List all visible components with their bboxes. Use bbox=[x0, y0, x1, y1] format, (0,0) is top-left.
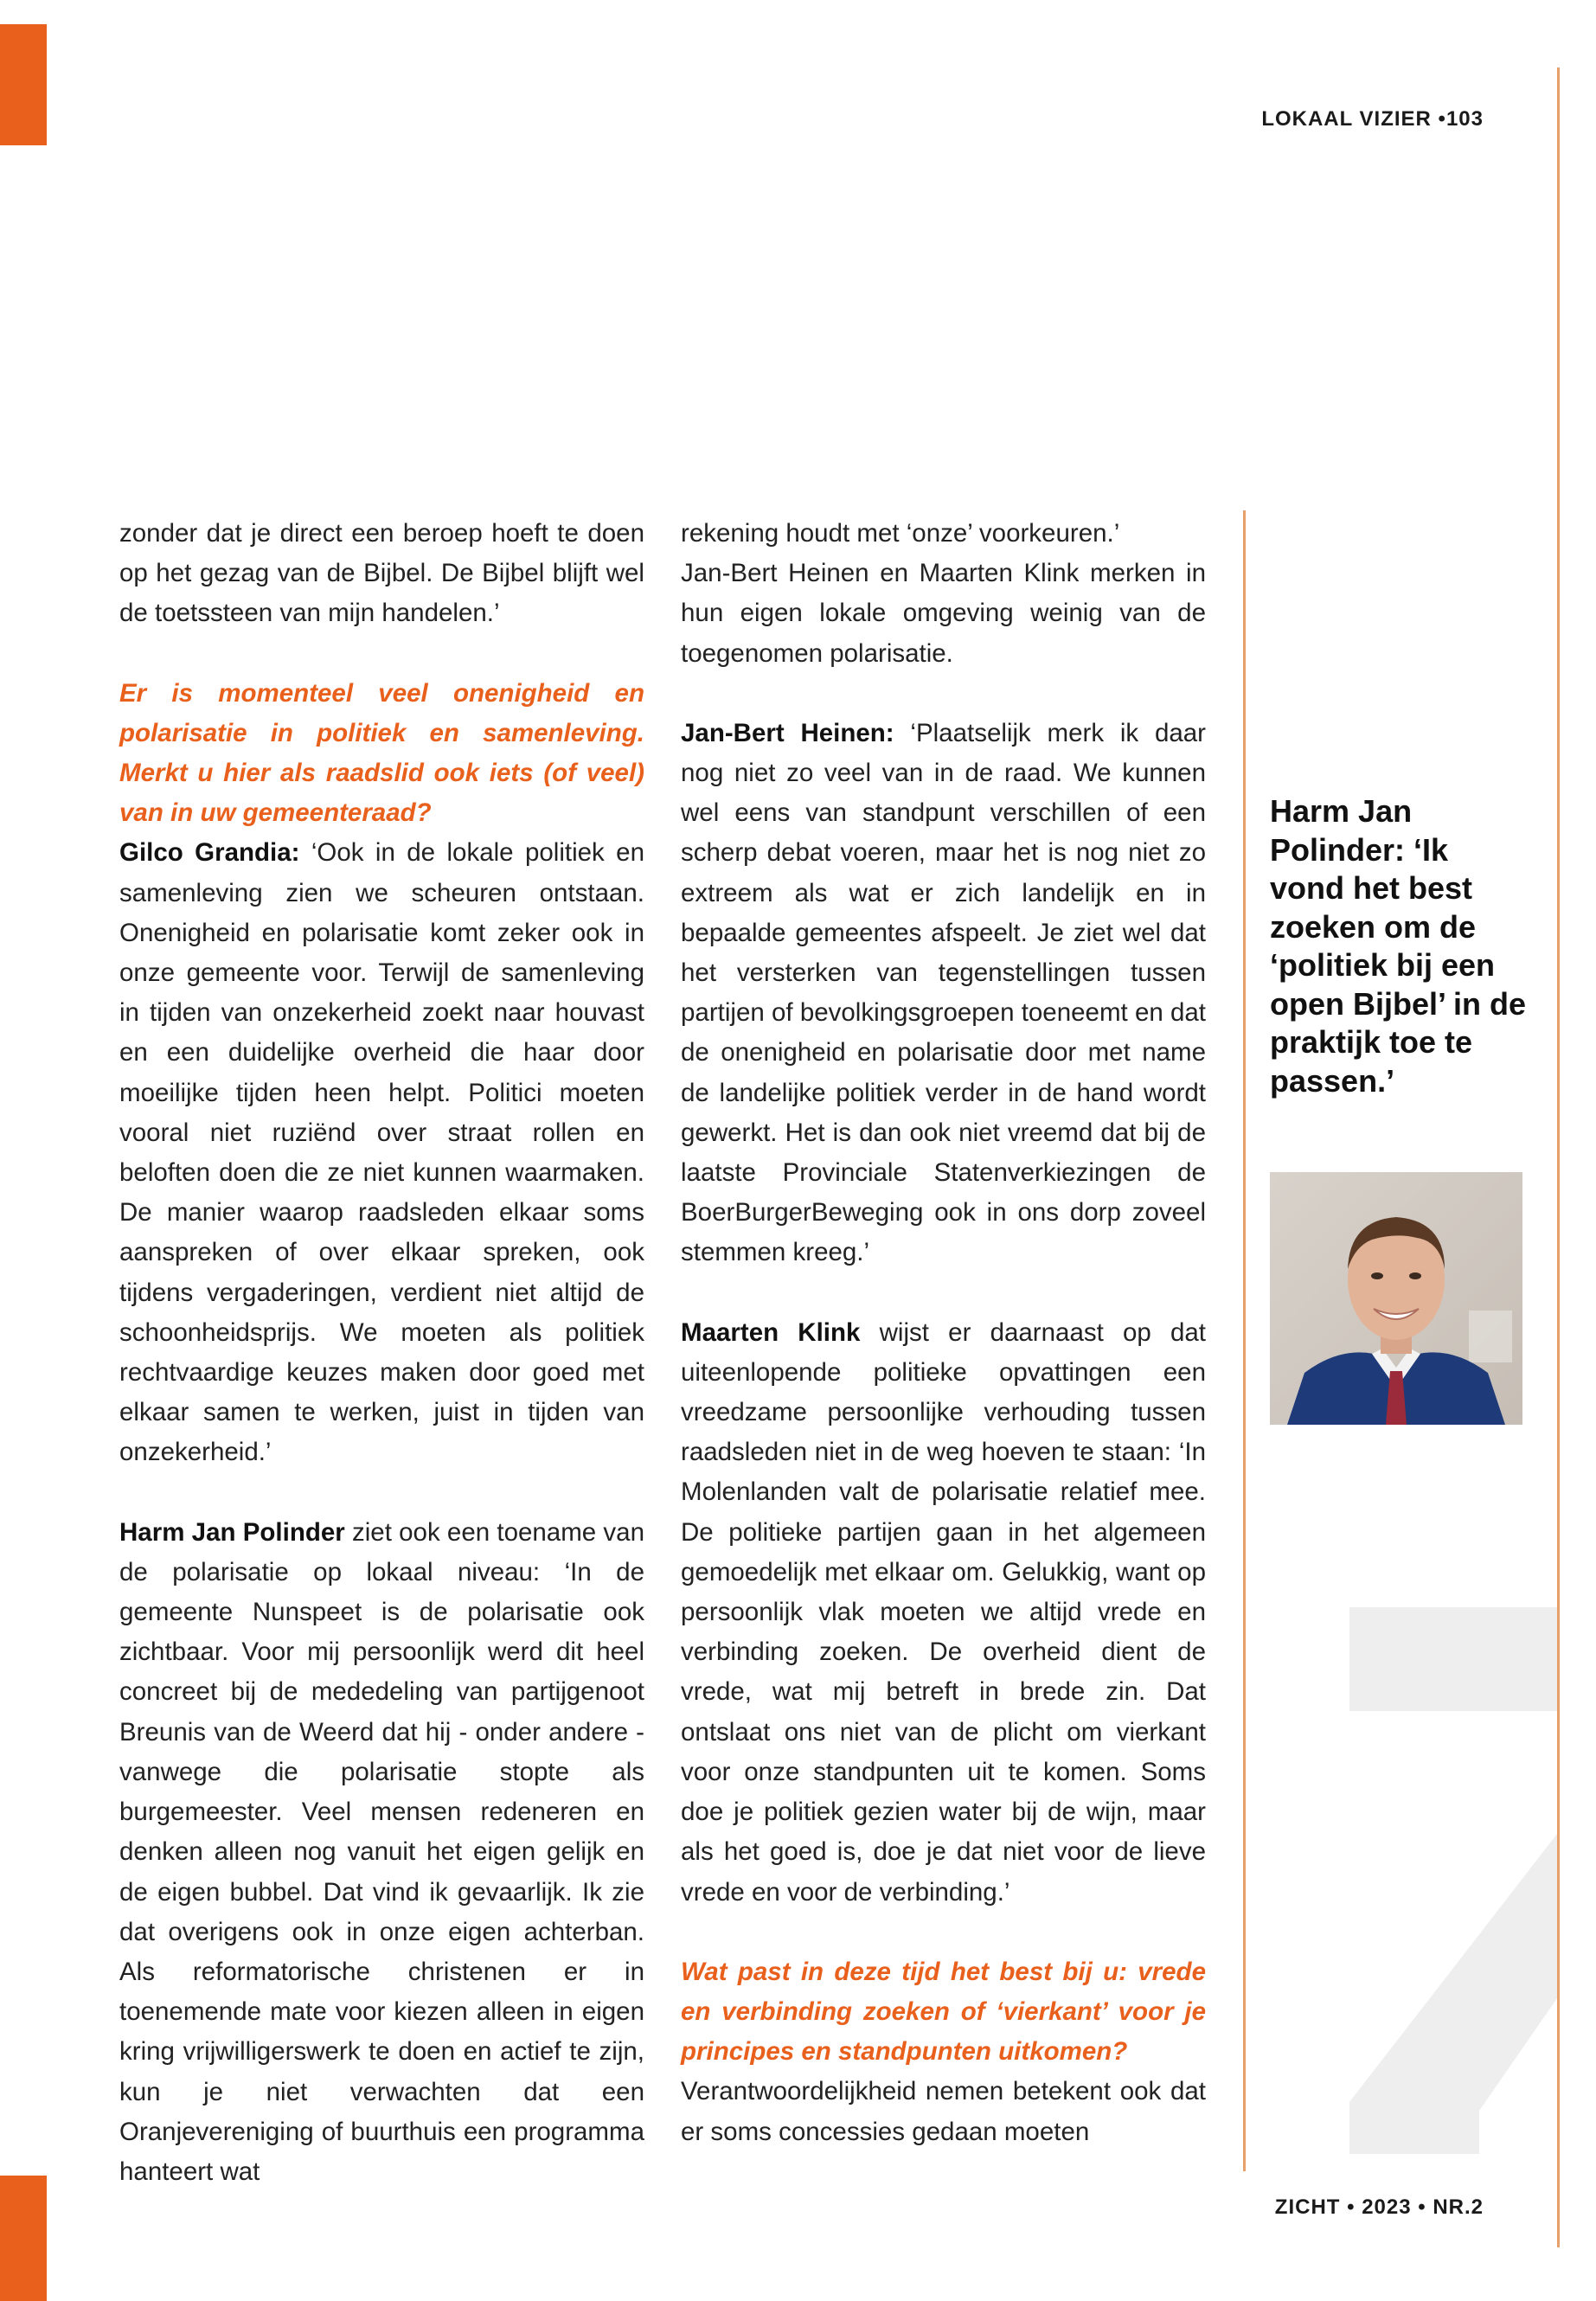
running-header bbox=[1261, 107, 1484, 131]
running-footer: ZICHT • 2023 • NR.2 bbox=[1274, 2195, 1484, 2219]
paragraph: zonder dat je direct een beroep hoeft te doen op het gezag van de Bijbel. De Bijbel blijft wel de toetssteen van mijn handelen.’ bbox=[119, 519, 644, 628]
paragraph bbox=[119, 1513, 644, 2192]
speaker-name: Gilco Grandia: bbox=[119, 838, 300, 868]
paragraph-text: ‘Plaatselijk merk ik daar nog niet zo veel van in de raad. We kunnen wel eens van standpunt verschillen of een scherp debat voeren, maar het is nog niet zo extreem als wat er zich landelijk en in bepaalde gemeentes afspeelt. Je ziet wel dat het versterken van tegenstellingen tussen partijen of bevolkingsgroepen toeneemt en dat de onenigheid en polarisatie door met name de landelijke politiek verder in de hand wordt gewerkt. Het is dan ook niet vreemd dat bij de laatste Provinciale Statenverkiezingen de BoerBurgerBeweging ook in ons dorp zoveel stemmen kreeg.’ bbox=[681, 718, 1206, 1267]
interview-question: Wat past in deze tijd het best bij u: vrede en verbinding zoeken of ‘vierkant’ voor je principes en standpunten uitkomen? bbox=[681, 1957, 1206, 2067]
article-column-2 bbox=[681, 514, 1206, 2152]
orange-edge-tab-bottom bbox=[0, 2176, 47, 2301]
portrait-photo bbox=[1270, 1172, 1522, 1425]
paragraph-text: wijst er daarnaast op dat uiteenlopende politieke opvattingen een vreedzame persoonlijke verhouding tussen raadsleden niet in de weg hoeven te staan: ‘In Molenlanden valt de polarisatie relatief mee. De politieke partijen gaan in het algemeen gemoedelijk met elkaar om. Gelukkig, want op persoonlijk vlak moeten we altijd vrede en verbinding zoeken. De overheid dient de vrede, wat mij betreft in brede zin. Dat ontslaat ons niet van de plicht om vierkant voor onze standpunten uit te komen. Soms doe je politiek gezien water bij de wijn, maar als het goed is, doe je dat niet voor de lieve vrede en voor de verbinding.’ bbox=[681, 1317, 1206, 1907]
paragraph bbox=[681, 714, 1206, 1273]
paragraph bbox=[681, 1313, 1206, 1913]
paragraph-text: ziet ook een toename van de polarisatie op lokaal niveau: ‘In de gemeente Nunspeet is de polarisatie ook zichtbaar. Voor mij persoonlijk werd dit heel concreet bij de mededeling van partijgenoot Breunis van de Weerd dat hij - onder andere - vanwege die polarisatie stopte als burgemeester. Veel mensen redeneren en denken alleen nog vanuit het eigen gelijk en de eigen bubbel. Dat vind ik gevaarlijk. Ik zie dat overigens ook in onze eigen achterban. Als reformatorische christenen er in toenemende mate voor kiezen alleen in eigen kring vrijwilligerswerk te doen en actief te zijn, kun je niet verwachten dat een Oranjevereniging of buurthuis een programma hanteert wat bbox=[119, 1517, 644, 2186]
paragraph-text: ‘Ook in de lokale politiek en samenleving zien we scheuren ontstaan. Onenigheid en polarisatie komt zeker ook in onze gemeente voor. Terwijl de samenleving in tijden van onzekerheid zoekt naar houvast en een duidelijke overheid die haar door moeilijke tijden heen helpt. Politici moeten vooral niet ruziënd over straat rollen en beloften doen die ze niet kunnen waarmaken. De manier waarop raadsleden elkaar soms aanspreken of over elkaar spreken, ook tijdens vergaderingen, verdient niet altijd de schoonheidsprijs. We moeten als politiek rechtvaardige keuzes maken door goed met elkaar samen te werken, juist in tijden van onzekerheid.’ bbox=[119, 838, 644, 1467]
decorative-grey-shape bbox=[1349, 1834, 1557, 2154]
orange-edge-tab-top bbox=[0, 24, 47, 145]
paragraph: rekening houdt met ‘onze’ voorkeuren.’ bbox=[681, 519, 1120, 548]
speaker-name: Harm Jan Polinder bbox=[119, 1517, 345, 1547]
interview-question: Er is momenteel veel onenigheid en polarisatie in politiek en samenleving. Merkt u hier als raadslid ook iets (of veel) van in uw gemeenteraad? bbox=[119, 678, 644, 828]
sidebar-vertical-rule bbox=[1243, 510, 1246, 2171]
section-label: LOKAAL VIZIER bbox=[1261, 107, 1432, 131]
paragraph: Jan-Bert Heinen en Maarten Klink merken in hun eigen lokale omgeving weinig van de toegenomen polarisatie. bbox=[681, 559, 1206, 668]
speaker-name: Maarten Klink bbox=[681, 1317, 861, 1347]
decorative-grey-block bbox=[1349, 1607, 1557, 1711]
pull-quote: Harm Jan Polinder: ‘Ik vond het best zoeken om de ‘politiek bij een open Bijbel’ in de praktijk toe te passen.’ bbox=[1270, 793, 1527, 1099]
paragraph: Verantwoordelijkheid nemen betekent ook dat er soms concessies gedaan moeten bbox=[681, 2077, 1206, 2146]
speaker-name: Jan-Bert Heinen: bbox=[681, 718, 894, 747]
article-column-1 bbox=[119, 514, 644, 2192]
right-vertical-rule bbox=[1557, 67, 1560, 2247]
page-number: •103 bbox=[1438, 107, 1484, 131]
paragraph bbox=[119, 833, 644, 1472]
